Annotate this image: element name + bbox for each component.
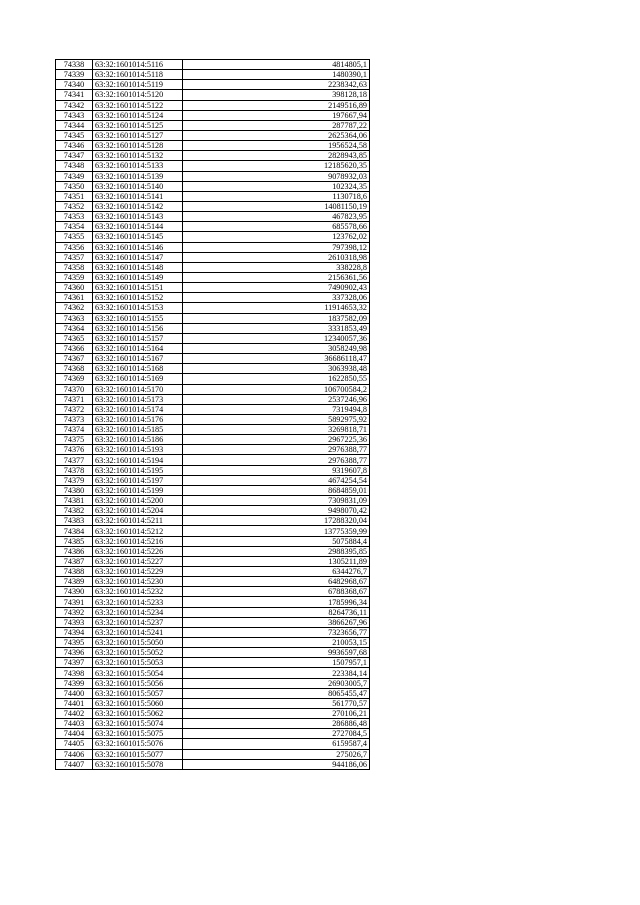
table-row <box>56 475 370 485</box>
row-number-cell: 74381 <box>56 496 93 506</box>
table-row <box>56 435 370 445</box>
row-number-cell: 74347 <box>56 151 93 161</box>
row-number-cell: 74345 <box>56 130 93 140</box>
row-number-cell: 74340 <box>56 80 93 90</box>
cadastral-number-cell: 63:32:1601015:5074 <box>93 719 183 729</box>
cadastral-value-cell: 123762,02 <box>183 232 370 242</box>
row-number-cell: 74371 <box>56 394 93 404</box>
row-number-cell: 74386 <box>56 546 93 556</box>
cadastral-value-cell: 1785996,34 <box>183 597 370 607</box>
cadastral-number-cell: 63:32:1601014:5234 <box>93 607 183 617</box>
cadastral-value-cell: 6788368,67 <box>183 587 370 597</box>
cadastral-number-cell: 63:32:1601015:5053 <box>93 658 183 668</box>
row-number-cell: 74351 <box>56 191 93 201</box>
table-row <box>56 70 370 80</box>
row-number-cell: 74407 <box>56 759 93 769</box>
table-row <box>56 60 370 70</box>
table-row <box>56 161 370 171</box>
cadastral-number-cell: 63:32:1601014:5143 <box>93 212 183 222</box>
table-row <box>56 384 370 394</box>
row-number-cell: 74350 <box>56 181 93 191</box>
table-row <box>56 354 370 364</box>
cadastral-value-cell: 6344276,7 <box>183 567 370 577</box>
cadastral-value-cell: 337328,06 <box>183 293 370 303</box>
row-number-cell: 74357 <box>56 252 93 262</box>
table-row <box>56 465 370 475</box>
cadastral-value-cell: 36686118,47 <box>183 354 370 364</box>
row-number-cell: 74383 <box>56 516 93 526</box>
cadastral-number-cell: 63:32:1601014:5122 <box>93 100 183 110</box>
table-row <box>56 151 370 161</box>
cadastral-number-cell: 63:32:1601014:5168 <box>93 364 183 374</box>
cadastral-number-cell: 63:32:1601014:5140 <box>93 181 183 191</box>
table-row <box>56 232 370 242</box>
cadastral-value-cell: 6482968,67 <box>183 577 370 587</box>
table-row <box>56 719 370 729</box>
cadastral-number-cell: 63:32:1601014:5125 <box>93 120 183 130</box>
cadastral-number-cell: 63:32:1601014:5185 <box>93 425 183 435</box>
cadastral-value-cell: 5075884,4 <box>183 536 370 546</box>
row-number-cell: 74358 <box>56 262 93 272</box>
table-row <box>56 425 370 435</box>
cadastral-value-cell: 1130718,6 <box>183 191 370 201</box>
row-number-cell: 74367 <box>56 354 93 364</box>
table-row <box>56 455 370 465</box>
table-row <box>56 536 370 546</box>
table-row <box>56 110 370 120</box>
cadastral-number-cell: 63:32:1601014:5176 <box>93 414 183 424</box>
cadastral-value-cell: 9319607,8 <box>183 465 370 475</box>
cadastral-value-cell: 5892975,92 <box>183 414 370 424</box>
cadastral-number-cell: 63:32:1601015:5057 <box>93 688 183 698</box>
cadastral-value-cell: 6159587,4 <box>183 739 370 749</box>
row-number-cell: 74391 <box>56 597 93 607</box>
row-number-cell: 74379 <box>56 475 93 485</box>
table-row <box>56 749 370 759</box>
row-number-cell: 74368 <box>56 364 93 374</box>
cadastral-number-cell: 63:32:1601014:5193 <box>93 445 183 455</box>
cadastral-number-cell: 63:32:1601014:5170 <box>93 384 183 394</box>
row-number-cell: 74359 <box>56 272 93 282</box>
row-number-cell: 74365 <box>56 333 93 343</box>
cadastral-value-cell: 3269818,71 <box>183 425 370 435</box>
cadastral-number-cell: 63:32:1601014:5142 <box>93 201 183 211</box>
table-row <box>56 303 370 313</box>
row-number-cell: 74341 <box>56 90 93 100</box>
cadastral-number-cell: 63:32:1601014:5173 <box>93 394 183 404</box>
cadastral-value-cell: 12340057,36 <box>183 333 370 343</box>
cadastral-value-cell: 17288320,04 <box>183 516 370 526</box>
row-number-cell: 74405 <box>56 739 93 749</box>
table-row <box>56 668 370 678</box>
cadastral-value-cell: 797398,12 <box>183 242 370 252</box>
cadastral-value-cell: 7323656,77 <box>183 627 370 637</box>
table-row <box>56 587 370 597</box>
cadastral-value-cell: 197667,94 <box>183 110 370 120</box>
row-number-cell: 74369 <box>56 374 93 384</box>
cadastral-number-cell: 63:32:1601014:5157 <box>93 333 183 343</box>
row-number-cell: 74344 <box>56 120 93 130</box>
table-row <box>56 262 370 272</box>
cadastral-value-cell: 1837582,09 <box>183 313 370 323</box>
cadastral-number-cell: 63:32:1601014:5232 <box>93 587 183 597</box>
cadastral-number-cell: 63:32:1601014:5127 <box>93 130 183 140</box>
cadastral-value-cell: 223384,14 <box>183 668 370 678</box>
cadastral-number-cell: 63:32:1601014:5145 <box>93 232 183 242</box>
row-number-cell: 74377 <box>56 455 93 465</box>
cadastral-value-cell: 7319494,8 <box>183 404 370 414</box>
row-number-cell: 74338 <box>56 60 93 70</box>
cadastral-number-cell: 63:32:1601014:5204 <box>93 506 183 516</box>
cadastral-value-cell: 2967225,36 <box>183 435 370 445</box>
row-number-cell: 74376 <box>56 445 93 455</box>
cadastral-number-cell: 63:32:1601014:5124 <box>93 110 183 120</box>
cadastral-number-cell: 63:32:1601014:5144 <box>93 222 183 232</box>
table-row <box>56 181 370 191</box>
row-number-cell: 74372 <box>56 404 93 414</box>
row-number-cell: 74366 <box>56 343 93 353</box>
table-row <box>56 556 370 566</box>
cadastral-value-cell: 270106,21 <box>183 709 370 719</box>
cadastral-number-cell: 63:32:1601014:5133 <box>93 161 183 171</box>
cadastral-value-cell: 3331853,49 <box>183 323 370 333</box>
cadastral-number-cell: 63:32:1601015:5054 <box>93 668 183 678</box>
row-number-cell: 74394 <box>56 627 93 637</box>
cadastral-value-cell: 102324,35 <box>183 181 370 191</box>
row-number-cell: 74370 <box>56 384 93 394</box>
row-number-cell: 74402 <box>56 709 93 719</box>
cadastral-value-cell: 467823,95 <box>183 212 370 222</box>
table-row <box>56 516 370 526</box>
cadastral-number-cell: 63:32:1601014:5241 <box>93 627 183 637</box>
cadastral-number-cell: 63:32:1601014:5169 <box>93 374 183 384</box>
row-number-cell: 74356 <box>56 242 93 252</box>
table-row <box>56 688 370 698</box>
cadastral-number-cell: 63:32:1601015:5077 <box>93 749 183 759</box>
cadastral-value-cell: 2610318,98 <box>183 252 370 262</box>
table-row <box>56 283 370 293</box>
row-number-cell: 74380 <box>56 485 93 495</box>
row-number-cell: 74385 <box>56 536 93 546</box>
table-row <box>56 252 370 262</box>
row-number-cell: 74342 <box>56 100 93 110</box>
table-row <box>56 171 370 181</box>
row-number-cell: 74374 <box>56 425 93 435</box>
row-number-cell: 74388 <box>56 567 93 577</box>
cadastral-value-cell: 944186,06 <box>183 759 370 769</box>
table-row <box>56 739 370 749</box>
row-number-cell: 74354 <box>56 222 93 232</box>
cadastral-value-cell: 4814805,1 <box>183 60 370 70</box>
table-row <box>56 323 370 333</box>
cadastral-value-cell: 398128,18 <box>183 90 370 100</box>
row-number-cell: 74403 <box>56 719 93 729</box>
row-number-cell: 74378 <box>56 465 93 475</box>
row-number-cell: 74398 <box>56 668 93 678</box>
row-number-cell: 74343 <box>56 110 93 120</box>
cadastral-number-cell: 63:32:1601014:5226 <box>93 546 183 556</box>
cadastral-value-cell: 8684859,01 <box>183 485 370 495</box>
cadastral-value-cell: 13775359,99 <box>183 526 370 536</box>
cadastral-number-cell: 63:32:1601014:5195 <box>93 465 183 475</box>
cadastral-value-cell: 685578,66 <box>183 222 370 232</box>
table-row <box>56 141 370 151</box>
cadastral-number-cell: 63:32:1601014:5174 <box>93 404 183 414</box>
table-row <box>56 364 370 374</box>
table-row <box>56 80 370 90</box>
cadastral-number-cell: 63:32:1601015:5078 <box>93 759 183 769</box>
cadastral-number-cell: 63:32:1601014:5120 <box>93 90 183 100</box>
table-row <box>56 120 370 130</box>
cadastral-number-cell: 63:32:1601014:5197 <box>93 475 183 485</box>
cadastral-value-cell: 2238342,63 <box>183 80 370 90</box>
cadastral-number-cell: 63:32:1601014:5149 <box>93 272 183 282</box>
cadastral-value-cell: 1507957,1 <box>183 658 370 668</box>
cadastral-value-cell: 9936597,68 <box>183 648 370 658</box>
cadastral-value-cell: 287787,22 <box>183 120 370 130</box>
cadastral-number-cell: 63:32:1601014:5229 <box>93 567 183 577</box>
cadastral-value-cell: 26903005,7 <box>183 678 370 688</box>
row-number-cell: 74375 <box>56 435 93 445</box>
cadastral-number-cell: 63:32:1601014:5116 <box>93 60 183 70</box>
cadastral-number-cell: 63:32:1601014:5151 <box>93 283 183 293</box>
row-number-cell: 74352 <box>56 201 93 211</box>
row-number-cell: 74404 <box>56 729 93 739</box>
row-number-cell: 74390 <box>56 587 93 597</box>
cadastral-number-cell: 63:32:1601015:5076 <box>93 739 183 749</box>
row-number-cell: 74349 <box>56 171 93 181</box>
cadastral-value-cell: 2828943,85 <box>183 151 370 161</box>
cadastral-number-cell: 63:32:1601015:5052 <box>93 648 183 658</box>
cadastral-number-cell: 63:32:1601015:5060 <box>93 698 183 708</box>
row-number-cell: 74360 <box>56 283 93 293</box>
table-row <box>56 496 370 506</box>
cadastral-number-cell: 63:32:1601014:5146 <box>93 242 183 252</box>
table-row <box>56 130 370 140</box>
row-number-cell: 74396 <box>56 648 93 658</box>
cadastral-value-cell: 8065455,47 <box>183 688 370 698</box>
row-number-cell: 74384 <box>56 526 93 536</box>
cadastral-number-cell: 63:32:1601015:5056 <box>93 678 183 688</box>
table-row <box>56 597 370 607</box>
table-row <box>56 404 370 414</box>
cadastral-number-cell: 63:32:1601014:5233 <box>93 597 183 607</box>
cadastral-number-cell: 63:32:1601014:5156 <box>93 323 183 333</box>
table-row <box>56 272 370 282</box>
cadastral-number-cell: 63:32:1601014:5199 <box>93 485 183 495</box>
cadastral-value-cell: 2976388,77 <box>183 455 370 465</box>
table-row <box>56 90 370 100</box>
table-row <box>56 709 370 719</box>
table-row <box>56 485 370 495</box>
cadastral-value-cell: 2149516,89 <box>183 100 370 110</box>
cadastral-value-cell: 3063938,48 <box>183 364 370 374</box>
row-number-cell: 74362 <box>56 303 93 313</box>
cadastral-value-cell: 286886,48 <box>183 719 370 729</box>
cadastral-value-cell: 11914653,32 <box>183 303 370 313</box>
table-row <box>56 577 370 587</box>
cadastral-value-cell: 1622850,55 <box>183 374 370 384</box>
table-row <box>56 212 370 222</box>
cadastral-value-cell: 2156361,56 <box>183 272 370 282</box>
cadastral-number-cell: 63:32:1601014:5211 <box>93 516 183 526</box>
cadastral-number-cell: 63:32:1601014:5194 <box>93 455 183 465</box>
table-row <box>56 191 370 201</box>
cadastral-value-cell: 7490902,43 <box>183 283 370 293</box>
table-body <box>56 60 370 770</box>
cadastral-number-cell: 63:32:1601014:5186 <box>93 435 183 445</box>
cadastral-number-cell: 63:32:1601015:5075 <box>93 729 183 739</box>
table-row <box>56 698 370 708</box>
cadastral-value-cell: 3866267,96 <box>183 617 370 627</box>
row-number-cell: 74355 <box>56 232 93 242</box>
row-number-cell: 74399 <box>56 678 93 688</box>
cadastral-value-cell: 1956524,58 <box>183 141 370 151</box>
cadastral-number-cell: 63:32:1601014:5237 <box>93 617 183 627</box>
cadastral-value-cell: 2976388,77 <box>183 445 370 455</box>
cadastral-value-cell: 2988395,85 <box>183 546 370 556</box>
table-row <box>56 100 370 110</box>
row-number-cell: 74361 <box>56 293 93 303</box>
cadastral-value-cell: 2537246,96 <box>183 394 370 404</box>
cadastral-number-cell: 63:32:1601014:5139 <box>93 171 183 181</box>
row-number-cell: 74387 <box>56 556 93 566</box>
table-row <box>56 658 370 668</box>
row-number-cell: 74382 <box>56 506 93 516</box>
cadastral-number-cell: 63:32:1601014:5200 <box>93 496 183 506</box>
table-row <box>56 333 370 343</box>
table-row <box>56 607 370 617</box>
row-number-cell: 74400 <box>56 688 93 698</box>
table-row <box>56 201 370 211</box>
table-row <box>56 343 370 353</box>
cadastral-value-cell: 8264736,11 <box>183 607 370 617</box>
cadastral-value-cell: 106700584,2 <box>183 384 370 394</box>
row-number-cell: 74393 <box>56 617 93 627</box>
table-row <box>56 759 370 769</box>
cadastral-number-cell: 63:32:1601014:5147 <box>93 252 183 262</box>
row-number-cell: 74348 <box>56 161 93 171</box>
cadastral-value-cell: 1480390,1 <box>183 70 370 80</box>
table-row <box>56 313 370 323</box>
row-number-cell: 74392 <box>56 607 93 617</box>
table-row <box>56 242 370 252</box>
cadastral-value-cell: 275026,7 <box>183 749 370 759</box>
cadastral-value-cell: 4674254,54 <box>183 475 370 485</box>
cadastral-number-cell: 63:32:1601014:5148 <box>93 262 183 272</box>
row-number-cell: 74373 <box>56 414 93 424</box>
cadastral-number-cell: 63:32:1601014:5230 <box>93 577 183 587</box>
row-number-cell: 74389 <box>56 577 93 587</box>
cadastral-number-cell: 63:32:1601014:5152 <box>93 293 183 303</box>
table-row <box>56 374 370 384</box>
table-row <box>56 627 370 637</box>
table-row <box>56 617 370 627</box>
cadastral-number-cell: 63:32:1601015:5050 <box>93 638 183 648</box>
cadastral-number-cell: 63:32:1601014:5153 <box>93 303 183 313</box>
row-number-cell: 74406 <box>56 749 93 759</box>
cadastral-value-cell: 9078932,03 <box>183 171 370 181</box>
cadastral-value-cell: 210053,15 <box>183 638 370 648</box>
cadastral-number-cell: 63:32:1601014:5132 <box>93 151 183 161</box>
row-number-cell: 74395 <box>56 638 93 648</box>
table-row <box>56 567 370 577</box>
table-row <box>56 414 370 424</box>
table-row <box>56 394 370 404</box>
cadastral-number-cell: 63:32:1601014:5167 <box>93 354 183 364</box>
cadastral-value-cell: 2727084,5 <box>183 729 370 739</box>
table-row <box>56 729 370 739</box>
cadastral-value-cell: 14081150,19 <box>183 201 370 211</box>
table-row <box>56 648 370 658</box>
row-number-cell: 74401 <box>56 698 93 708</box>
table-row <box>56 222 370 232</box>
cadastral-number-cell: 63:32:1601015:5062 <box>93 709 183 719</box>
cadastral-number-cell: 63:32:1601014:5164 <box>93 343 183 353</box>
cadastral-number-cell: 63:32:1601014:5118 <box>93 70 183 80</box>
row-number-cell: 74363 <box>56 313 93 323</box>
cadastral-number-cell: 63:32:1601014:5155 <box>93 313 183 323</box>
table-row <box>56 445 370 455</box>
table-row <box>56 638 370 648</box>
cadastral-number-cell: 63:32:1601014:5212 <box>93 526 183 536</box>
cadastral-value-cell: 9498070,42 <box>183 506 370 516</box>
row-number-cell: 74397 <box>56 658 93 668</box>
cadastral-value-cell: 338228,8 <box>183 262 370 272</box>
row-number-cell: 74339 <box>56 70 93 80</box>
cadastral-value-table <box>55 59 370 770</box>
table-row <box>56 506 370 516</box>
row-number-cell: 74346 <box>56 141 93 151</box>
row-number-cell: 74364 <box>56 323 93 333</box>
cadastral-value-cell: 3058249,98 <box>183 343 370 353</box>
table-row <box>56 678 370 688</box>
table-row <box>56 546 370 556</box>
cadastral-value-cell: 12185620,35 <box>183 161 370 171</box>
cadastral-value-cell: 561770,57 <box>183 698 370 708</box>
cadastral-number-cell: 63:32:1601014:5216 <box>93 536 183 546</box>
cadastral-number-cell: 63:32:1601014:5141 <box>93 191 183 201</box>
cadastral-value-cell: 2625364,06 <box>183 130 370 140</box>
cadastral-number-cell: 63:32:1601014:5119 <box>93 80 183 90</box>
cadastral-value-cell: 7309831,09 <box>183 496 370 506</box>
cadastral-number-cell: 63:32:1601014:5128 <box>93 141 183 151</box>
table-row <box>56 293 370 303</box>
table-row <box>56 526 370 536</box>
cadastral-number-cell: 63:32:1601014:5227 <box>93 556 183 566</box>
cadastral-value-cell: 1305211,89 <box>183 556 370 566</box>
row-number-cell: 74353 <box>56 212 93 222</box>
